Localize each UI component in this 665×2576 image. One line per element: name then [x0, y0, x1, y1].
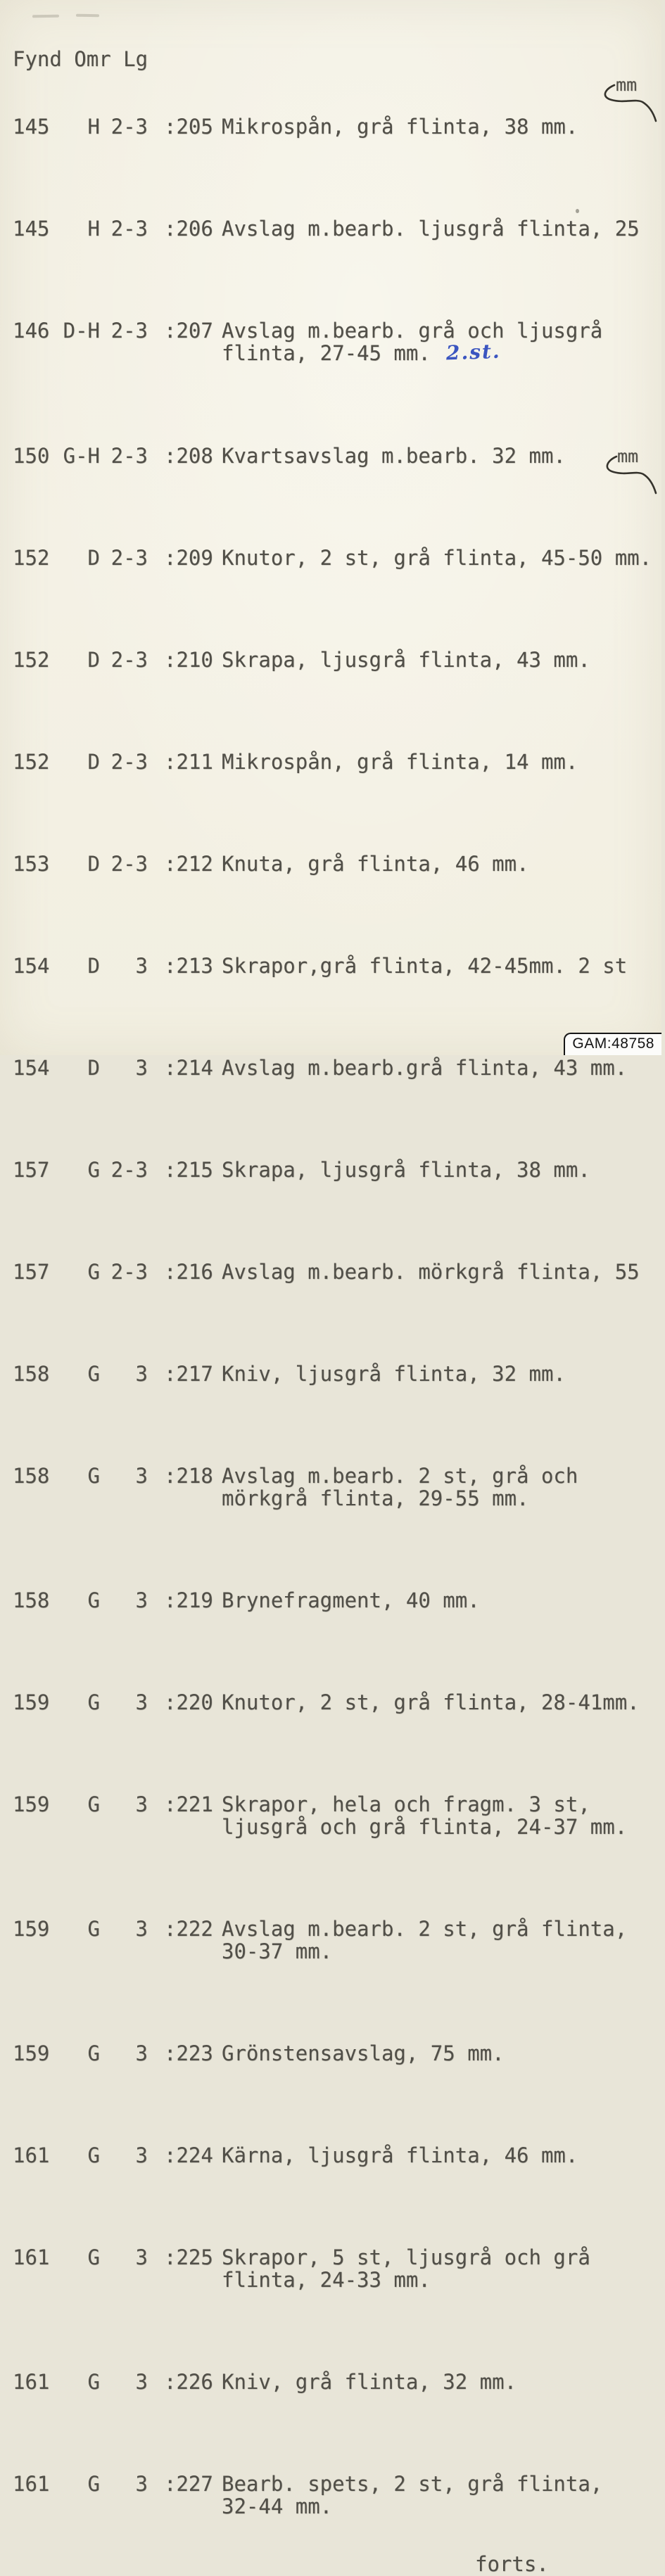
lg-code: 3 — [135, 2472, 148, 2496]
entry-description-line: Avslag m.bearb. mörkgrå flinta, 55 — [222, 1260, 640, 1284]
inventory-number: :224 — [164, 2143, 213, 2167]
entry-description — [222, 445, 661, 467]
entry-description-line: ljusgrå och grå flinta, 24-37 mm. — [222, 1815, 628, 1839]
stray-ink-dot — [576, 209, 579, 213]
entry-description-line: 30-37 mm. — [222, 1939, 333, 1963]
omr-code: G — [87, 1158, 100, 1182]
entry-description-line: Skrapor, 5 st, ljusgrå och grå — [222, 2245, 590, 2269]
entry-description-line: Skrapa, ljusgrå flinta, 38 mm. — [222, 1158, 590, 1182]
fynd-number: 159 — [13, 1792, 50, 1816]
inventory-number: :214 — [164, 1056, 213, 1080]
entry-description-line: Knutor, 2 st, grå flinta, 45-50 mm. — [222, 546, 652, 570]
find-entry-row — [13, 217, 661, 240]
omr-code: G — [87, 1690, 100, 1714]
find-entry-row — [13, 2246, 661, 2291]
inventory-number: :218 — [164, 1464, 213, 1488]
inventory-number: :207 — [164, 319, 213, 343]
find-entry-row — [13, 2042, 661, 2065]
entry-description — [222, 2042, 661, 2065]
fynd-number: 161 — [13, 2472, 50, 2496]
inventory-number: :211 — [164, 750, 213, 774]
find-entry-row — [13, 2473, 661, 2518]
entry-description-line: Avslag m.bearb. ljusgrå flinta, 25 — [222, 217, 640, 241]
omr-code: G-H — [63, 444, 100, 468]
omr-code: G — [87, 2472, 100, 2496]
lg-code: 3 — [135, 2245, 148, 2269]
find-entry-row — [13, 1691, 661, 1714]
fynd-number: 154 — [13, 954, 50, 978]
inventory-number: :220 — [164, 1690, 213, 1714]
inventory-number: :212 — [164, 852, 213, 876]
find-entry-row — [13, 955, 661, 977]
entry-description-line: Bearb. spets, 2 st, grå flinta, — [222, 2472, 603, 2496]
fynd-number: 158 — [13, 1588, 50, 1612]
entry-description — [222, 1261, 661, 1283]
find-entry-row — [13, 1363, 661, 1385]
fynd-number: 159 — [13, 1917, 50, 1941]
lg-code: 3 — [135, 1792, 148, 1816]
omr-code: D — [87, 546, 100, 570]
omr-code: D-H — [63, 319, 100, 343]
continuation-note: forts. — [475, 2552, 549, 2576]
omr-code: D — [87, 954, 100, 978]
entry-description-line: mörkgrå flinta, 29-55 mm. — [222, 1486, 529, 1510]
lg-code: 3 — [135, 2143, 148, 2167]
entry-description — [222, 319, 661, 365]
find-entries-list — [13, 70, 661, 2552]
omr-code: G — [87, 2370, 100, 2394]
entry-description-line: flinta, 24-33 mm. — [222, 2268, 431, 2292]
fynd-number: 145 — [13, 217, 50, 241]
entry-description — [222, 955, 661, 977]
find-entry-row — [13, 445, 661, 467]
handwritten-blue-note: 2.st. — [445, 339, 501, 365]
omr-code: D — [87, 648, 100, 672]
entry-description — [222, 115, 661, 138]
omr-code: G — [87, 2245, 100, 2269]
entry-description-line: Skrapor,grå flinta, 42-45mm. 2 st — [222, 954, 628, 978]
inventory-number: :226 — [164, 2370, 213, 2394]
entry-description-line: Kärna, ljusgrå flinta, 46 mm. — [222, 2143, 578, 2167]
fynd-number: 152 — [13, 648, 50, 672]
entry-description — [222, 853, 661, 875]
fynd-number: 152 — [13, 750, 50, 774]
find-entry-row — [13, 547, 661, 569]
lg-code: 3 — [135, 1690, 148, 1714]
find-entry-row — [13, 1057, 661, 1079]
entry-description-line: 32-44 mm. — [222, 2494, 333, 2518]
inventory-number: :216 — [164, 1260, 213, 1284]
find-entry-row — [13, 751, 661, 773]
inserted-mm-text: mm — [616, 75, 638, 95]
inventory-number: :210 — [164, 648, 213, 672]
fynd-number: 161 — [13, 2143, 50, 2167]
table-header: Fynd Omr Lg — [13, 47, 148, 71]
entry-description-line: Knutor, 2 st, grå flinta, 28-41mm. — [222, 1690, 640, 1714]
omr-code: G — [87, 1917, 100, 1941]
entry-description-line: flinta, 27-45 mm. 2.st. — [222, 339, 501, 365]
lg-code: 3 — [135, 2041, 148, 2065]
entry-description — [222, 751, 661, 773]
find-entry-row — [13, 649, 661, 671]
lg-code: 3 — [135, 1588, 148, 1612]
omr-code: D — [87, 750, 100, 774]
find-entry-row — [13, 1793, 661, 1838]
faint-smudge-mark — [32, 15, 59, 18]
entry-description — [222, 1057, 661, 1079]
find-entry-row — [13, 1261, 661, 1283]
inventory-number: :217 — [164, 1362, 213, 1386]
omr-code: D — [87, 1056, 100, 1080]
catalog-id-label: GAM:48758 — [564, 1033, 661, 1055]
fynd-number: 158 — [13, 1464, 50, 1488]
lg-code: 3 — [135, 954, 148, 978]
entry-description — [222, 1159, 661, 1181]
find-entry-row — [13, 2144, 661, 2167]
find-entry-row — [13, 1589, 661, 1612]
lg-code: 2-3 — [110, 1158, 148, 1182]
inventory-number: :208 — [164, 444, 213, 468]
entry-description — [222, 547, 661, 569]
find-entry-row — [13, 853, 661, 875]
lg-code: 2-3 — [110, 319, 148, 343]
omr-code: G — [87, 1362, 100, 1386]
lg-code: 2-3 — [110, 750, 148, 774]
omr-code: G — [87, 2041, 100, 2065]
entry-description-line: Grönstensavslag, 75 mm. — [222, 2041, 505, 2065]
find-entry-row — [13, 115, 661, 138]
entry-description — [222, 1918, 661, 1963]
omr-code: H — [87, 115, 100, 139]
entry-description-line: Kniv, grå flinta, 32 mm. — [222, 2370, 517, 2394]
lg-code: 2-3 — [110, 444, 148, 468]
lg-code: 2-3 — [110, 648, 148, 672]
entry-description — [222, 649, 661, 671]
lg-code: 2-3 — [110, 115, 148, 139]
entry-description — [222, 1793, 661, 1838]
entry-description-line: Avslag m.bearb. 2 st, grå flinta, — [222, 1917, 628, 1941]
find-entry-row — [13, 1918, 661, 1963]
lg-code: 3 — [135, 1362, 148, 1386]
lg-code: 2-3 — [110, 217, 148, 241]
entry-description — [222, 2473, 661, 2518]
entry-description — [222, 1589, 661, 1612]
entry-description — [222, 217, 661, 240]
inserted-mm-text: mm — [617, 446, 639, 466]
entry-description-line: Kvartsavslag m.bearb. 32 mm. — [222, 444, 566, 468]
lg-code: 3 — [135, 2370, 148, 2394]
entry-description — [222, 2371, 661, 2393]
find-entry-row — [13, 2371, 661, 2393]
omr-code: G — [87, 1588, 100, 1612]
entry-description-line: Kniv, ljusgrå flinta, 32 mm. — [222, 1362, 566, 1386]
entry-description-line: Avslag m.bearb. grå och ljusgrå — [222, 319, 603, 343]
find-entry-row — [13, 1159, 661, 1181]
find-entry-row — [13, 1465, 661, 1510]
entry-description-line: Knuta, grå flinta, 46 mm. — [222, 852, 529, 876]
entry-description — [222, 2144, 661, 2167]
entry-description-line: Avslag m.bearb.grå flinta, 43 mm. — [222, 1056, 628, 1080]
inventory-number: :221 — [164, 1792, 213, 1816]
omr-code: G — [87, 1260, 100, 1284]
inventory-number: :213 — [164, 954, 213, 978]
inventory-number: :222 — [164, 1917, 213, 1941]
fynd-number: 161 — [13, 2370, 50, 2394]
fynd-number: 159 — [13, 2041, 50, 2065]
lg-code: 2-3 — [110, 546, 148, 570]
entry-description-line: Mikrospån, grå flinta, 14 mm. — [222, 750, 578, 774]
entry-description-line: Brynefragment, 40 mm. — [222, 1588, 480, 1612]
entry-description — [222, 2246, 661, 2291]
inventory-number: :219 — [164, 1588, 213, 1612]
entry-description — [222, 1691, 661, 1714]
inventory-number: :209 — [164, 546, 213, 570]
lg-code: 2-3 — [110, 852, 148, 876]
inventory-number: :215 — [164, 1158, 213, 1182]
entry-description — [222, 1363, 661, 1385]
fynd-number: 154 — [13, 1056, 50, 1080]
lg-code: 3 — [135, 1917, 148, 1941]
fynd-number: 153 — [13, 852, 50, 876]
inventory-number: :227 — [164, 2472, 213, 2496]
inventory-number: :206 — [164, 217, 213, 241]
faint-smudge-mark — [76, 14, 99, 18]
entry-description-line: Avslag m.bearb. 2 st, grå och — [222, 1464, 578, 1488]
entry-description-line: Skrapa, ljusgrå flinta, 43 mm. — [222, 648, 590, 672]
fynd-number: 150 — [13, 444, 50, 468]
fynd-number: 158 — [13, 1362, 50, 1386]
omr-code: H — [87, 217, 100, 241]
omr-code: G — [87, 1464, 100, 1488]
fynd-number: 146 — [13, 319, 50, 343]
fynd-number: 159 — [13, 1690, 50, 1714]
fynd-number: 157 — [13, 1260, 50, 1284]
fynd-number: 161 — [13, 2245, 50, 2269]
entry-description-line: Skrapor, hela och fragm. 3 st, — [222, 1792, 590, 1816]
find-entry-row — [13, 319, 661, 365]
inventory-number: :225 — [164, 2245, 213, 2269]
entry-description — [222, 1465, 661, 1510]
fynd-number: 152 — [13, 546, 50, 570]
omr-code: D — [87, 852, 100, 876]
entry-description-line: Mikrospån, grå flinta, 38 mm. — [222, 115, 578, 139]
lg-code: 3 — [135, 1464, 148, 1488]
omr-code: G — [87, 2143, 100, 2167]
omr-code: G — [87, 1792, 100, 1816]
inventory-number: :223 — [164, 2041, 213, 2065]
lg-code: 3 — [135, 1056, 148, 1080]
inventory-number: :205 — [164, 115, 213, 139]
fynd-number: 145 — [13, 115, 50, 139]
lg-code: 2-3 — [110, 1260, 148, 1284]
fynd-number: 157 — [13, 1158, 50, 1182]
